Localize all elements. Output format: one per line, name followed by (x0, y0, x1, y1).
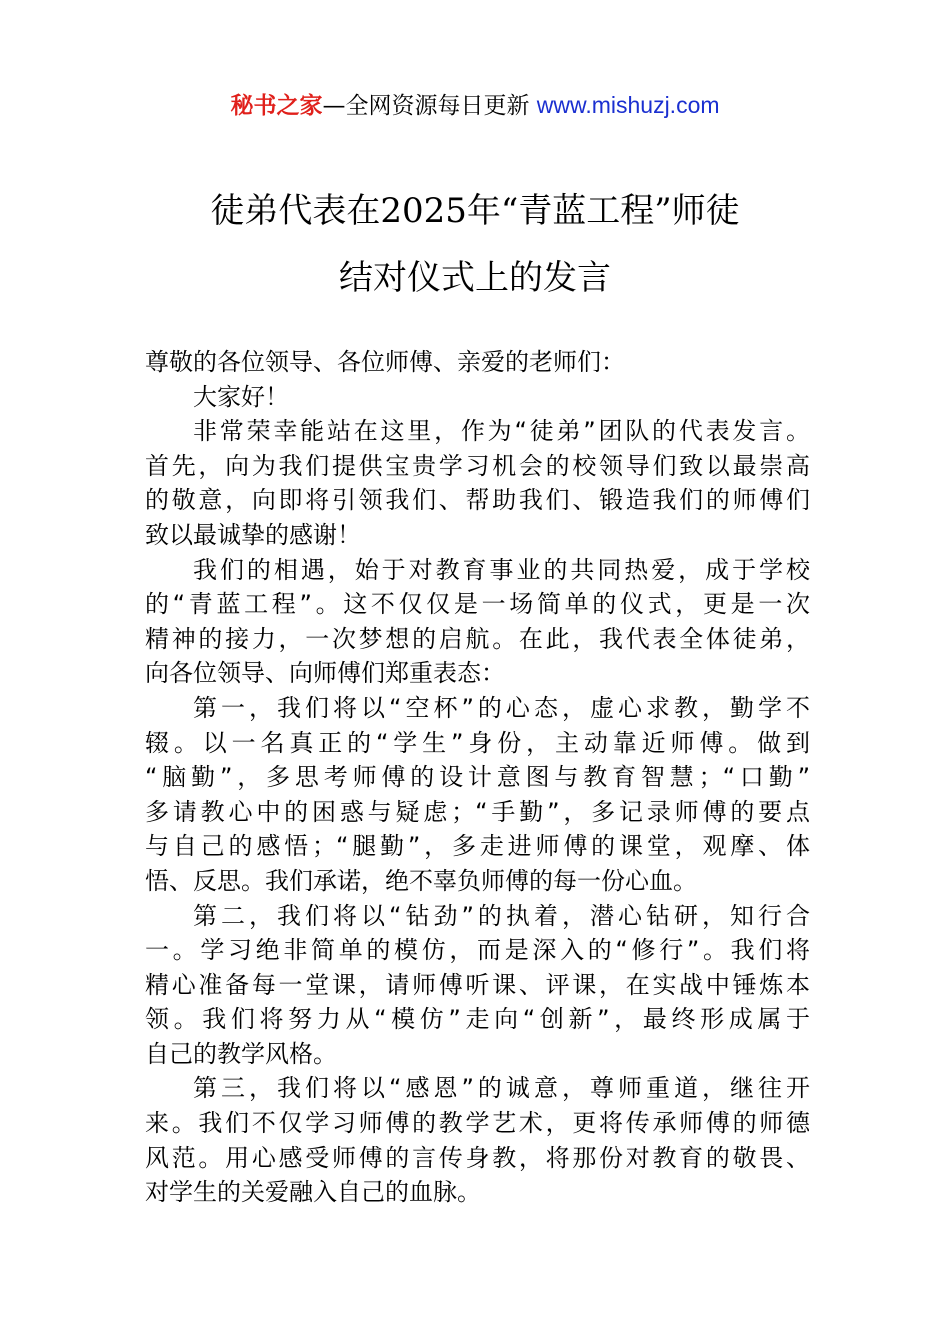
paragraph-3-line: 多请教心中的困惑与疑虑；“手勤”，多记录师傅的要点 (145, 797, 810, 826)
paragraph-5-line: 来。我们不仅学习师傅的教学艺术，更将传承师傅的师德 (145, 1109, 810, 1138)
paragraph-4-line: 自己的教学风格。 (145, 1039, 337, 1068)
paragraph-3-line: 悟、反思。我们承诺，绝不辜负师傅的每一份心血。 (145, 866, 697, 895)
paragraph-3-line: 第一，我们将以“空杯”的心态，虚心求教，勤学不 (193, 693, 810, 722)
paragraph-4-line: 一。学习绝非简单的模仿，而是深入的“修行”。我们将 (145, 936, 810, 965)
paragraph-5-line: 风范。用心感受师傅的言传身教，将那份对教育的敬畏、 (145, 1143, 810, 1172)
paragraph-1-line: 首先，向为我们提供宝贵学习机会的校领导们致以最崇高 (145, 451, 810, 480)
paragraph-1-line: 非常荣幸能站在这里，作为“徒弟”团队的代表发言。 (193, 417, 810, 446)
document-title-line-2: 结对仪式上的发言 (339, 258, 611, 298)
salutation: 尊敬的各位领导、各位师傅、亲爱的老师们： (145, 348, 625, 376)
site-header (0, 88, 950, 123)
paragraph-2-line: 我们的相遇，始于对教育事业的共同热爱，成于学校 (193, 555, 810, 584)
paragraph-4-line: 第二，我们将以“钻劲”的执着，潜心钻研，知行合 (193, 901, 810, 930)
site-url-link[interactable]: www.mishuzj.com (536, 92, 720, 118)
paragraph-1-line: 致以最诚挚的感谢！ (145, 520, 361, 549)
paragraph-2-line: 向各位领导、向师傅们郑重表态： (145, 659, 505, 688)
paragraph-1-line: 的敬意，向即将引领我们、帮助我们、锻造我们的师傅们 (145, 486, 810, 515)
brand-name: 秘书之家 (230, 93, 323, 119)
header-slogan: —全网资源每日更新 (322, 93, 537, 119)
paragraph-3-line: 辍。以一名真正的“学生”身份，主动靠近师傅。做到 (145, 728, 810, 757)
paragraph-3-line: 与自己的感悟；“腿勤”，多走进师傅的课堂，观摩、体 (145, 832, 810, 861)
paragraph-4-line: 精心准备每一堂课，请师傅听课、评课，在实战中锤炼本 (145, 970, 810, 999)
paragraph-4-line: 领。我们将努力从“模仿”走向“创新”，最终形成属于 (145, 1005, 810, 1034)
paragraph-5-line: 对学生的关爱融入自己的血脉。 (145, 1178, 481, 1207)
document-body (145, 345, 810, 1210)
paragraph-3-line: “脑勤”，多思考师傅的设计意图与教育智慧；“口勤” (145, 763, 810, 792)
paragraph-2-line: 精神的接力，一次梦想的启航。在此，我代表全体徒弟， (145, 624, 810, 653)
document-title-line-1: 徒弟代表在2025年“青蓝工程”师徒 (210, 191, 740, 231)
paragraph-5-line: 第三，我们将以“感恩”的诚意，尊师重道，继往开 (193, 1074, 810, 1103)
paragraph-2-line: 的“青蓝工程”。这不仅仅是一场简单的仪式，更是一次 (145, 590, 810, 619)
greeting: 大家好！ (193, 382, 289, 411)
